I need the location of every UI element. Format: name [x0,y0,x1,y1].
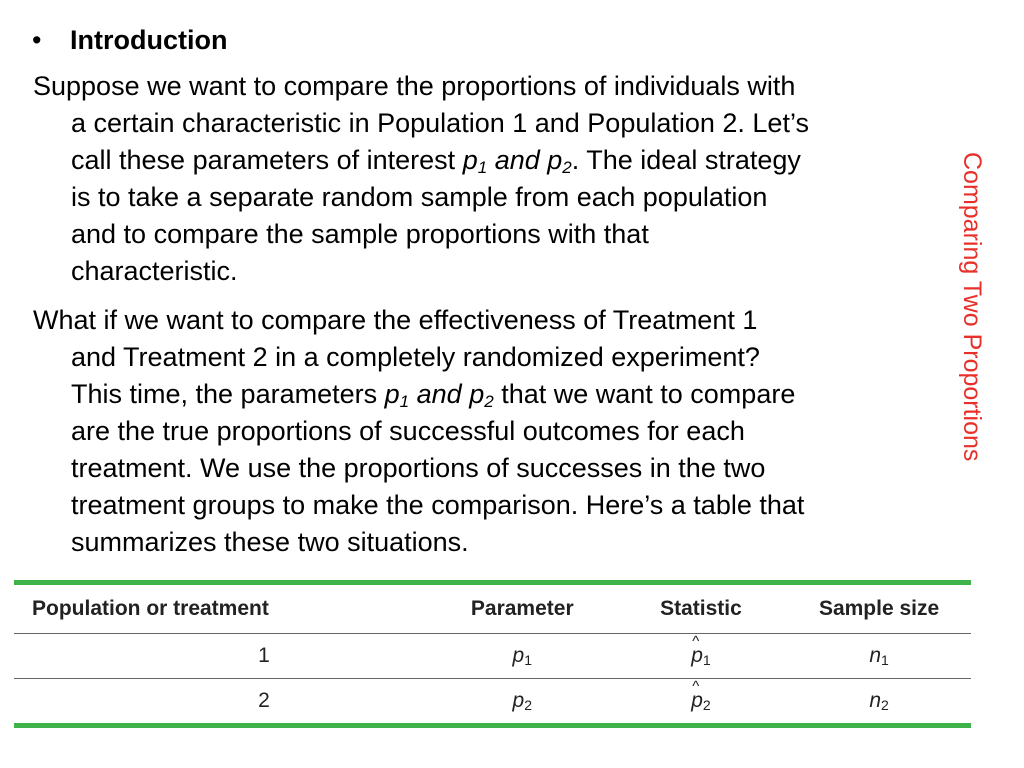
vertical-slide-title: Comparing Two Proportions [958,152,986,462]
table-row [14,634,971,679]
subscript: 2 [702,697,711,713]
table-cell-statistic [615,634,787,679]
table-cell-statistic [615,679,787,726]
section-heading [32,22,227,58]
paragraph-line [33,142,933,179]
bullet-marker: • [32,25,42,55]
column-header: Statistic [615,583,787,634]
column-header: Population or treatment [14,583,430,634]
paragraph-line: is to take a separate random sample from each population [71,182,768,212]
symbol-p: p [547,145,563,175]
subscript: 1 [702,652,711,668]
symbol-p: p [512,644,525,667]
text-run: . The ideal strategy [571,145,801,175]
paragraph-line: What if we want to compare the effectiveness of Treatment 1 [33,305,758,335]
table-header-row [14,583,971,634]
subscript: 1 [399,392,410,411]
symbol-p: p [512,689,525,712]
table-cell-sample-size [787,634,971,679]
text-run: and [409,379,470,409]
table-row [14,679,971,726]
table-cell-population: 1 [14,634,430,679]
text-run: that we want to compare [493,379,796,409]
symbol-p-hat: ^ p [691,644,703,668]
symbol-p: p [462,145,478,175]
paragraph-line: summarizes these two situations. [71,527,469,557]
paragraph-line: and to compare the sample proportions with that [71,219,649,249]
text-run: and [487,145,548,175]
paragraph-population [33,68,933,290]
text-run: This time, the parameters [71,379,385,409]
table-cell-sample-size [787,679,971,726]
text-run: call these parameters of interest [71,145,463,175]
paragraph-line: and Treatment 2 in a completely randomized experiment? [71,342,760,372]
table-cell-parameter [430,679,615,726]
paragraph-line: a certain characteristic in Population 1 and Population 2. Let’s [71,108,809,138]
symbol-p: p [384,379,400,409]
subscript: 1 [881,652,889,668]
symbol-p-hat: ^ p [691,689,703,713]
paragraph-line: are the true proportions of successful outcomes for each [71,416,745,446]
table-cell-population: 2 [258,689,270,712]
heading-title: Introduction [70,25,228,55]
paragraph-line [33,376,933,413]
symbol-p: p [469,379,485,409]
subscript: 1 [524,652,532,668]
symbol-n: n [869,689,882,712]
paragraph-line: treatment groups to make the comparison. Here’s a table that [71,490,805,520]
subscript: 2 [562,158,572,177]
symbol-n: n [869,644,882,667]
subscript: 2 [524,697,532,713]
summary-table [14,580,971,728]
column-header: Parameter [430,583,615,634]
table-cell-parameter [430,634,615,679]
paragraph-line: characteristic. [71,256,238,286]
paragraph-treatment [33,302,933,561]
paragraph-line: Suppose we want to compare the proportions of individuals with [33,71,796,101]
subscript: 2 [881,697,889,713]
paragraph-line: treatment. We use the proportions of successes in the two [71,453,766,483]
subscript: 1 [477,158,488,177]
column-header: Sample size [787,583,971,634]
subscript: 2 [484,392,494,411]
